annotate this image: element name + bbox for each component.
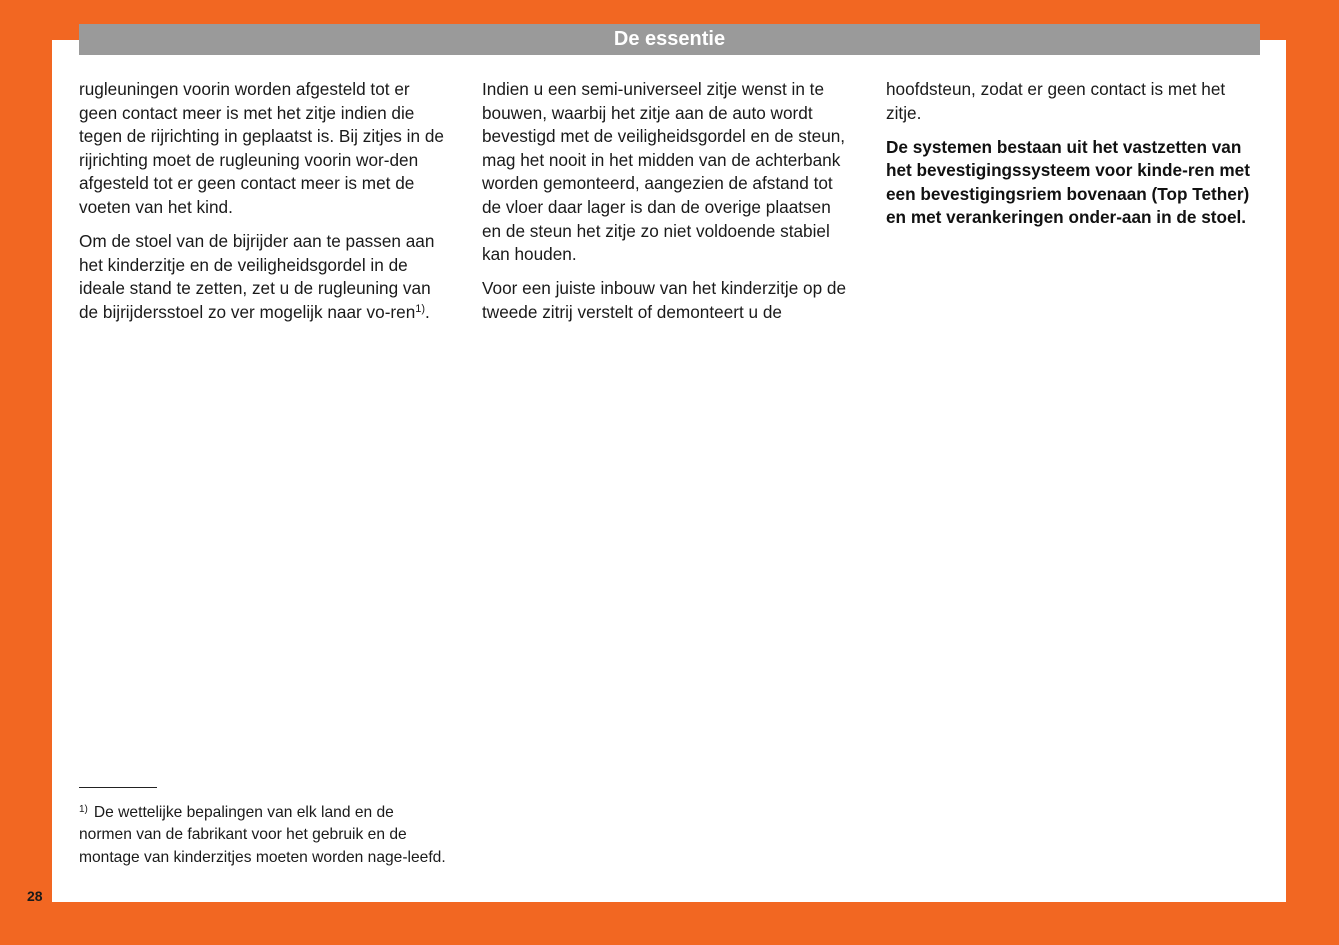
section-header <box>79 24 1260 55</box>
text-column-3 <box>886 78 1262 241</box>
paragraph: Voor een juiste inbouw van het kinderzitje op de tweede zitrij verstelt of demonteert u de <box>482 278 847 322</box>
text-column-1 <box>79 78 451 335</box>
paragraph: hoofdsteun, zodat er geen contact is met het zitje. <box>886 79 1226 123</box>
footnote-text: De wettelijke bepalingen van elk land en de normen van de fabrikant voor het gebruik en de montage van kinderzitjes moeten worden nage-leefd. <box>79 804 446 866</box>
paragraph: Indien u een semi-universeel zitje wenst in te bouwen, waarbij het zitje aan de auto wordt bevestigd met de veiligheidsgordel en de steun, mag het nooit in het midden van de achterbank worden gemonteerd, aangezien de afstand tot de vloer daar lager is dan de overige plaatsen en de steun het zitje zo niet voldoende stabiel kan houden. <box>482 79 846 265</box>
paragraph <box>79 230 451 324</box>
section-title: De essentie <box>613 28 726 50</box>
footnote-reference[interactable]: 1) <box>415 302 426 315</box>
footnote <box>79 802 449 869</box>
text-column-2 <box>482 78 854 335</box>
bold-paragraph: De systemen bestaan uit het vastzetten van het bevestigingssysteem voor kinde-ren met een bevestigingsriem bovenaan (Top Tether) en met verankeringen onder-aan in de stoel. <box>886 136 1250 228</box>
page-number: 28 <box>27 888 43 904</box>
paragraph: rugleuningen voorin worden afgesteld tot er geen contact meer is met het zitje indien die tegen de rijrichting in geplaatst is. Bij zitjes in de rijrichting moet de rugleuning voorin wor-den afgesteld tot er geen contact meer is met de voeten van het kind. <box>79 79 444 217</box>
paragraph-end: . <box>425 301 430 322</box>
footnote-marker: 1) <box>79 804 88 815</box>
paragraph-text: Om de stoel van de bijrijder aan te passen aan het kinderzitje en de veiligheidsgordel in de ideale stand te zetten, zet u de rugleuning van de bijrijdersstoel zo ver mogelijk naar vo-ren <box>79 231 435 322</box>
footnote-divider <box>79 787 157 788</box>
